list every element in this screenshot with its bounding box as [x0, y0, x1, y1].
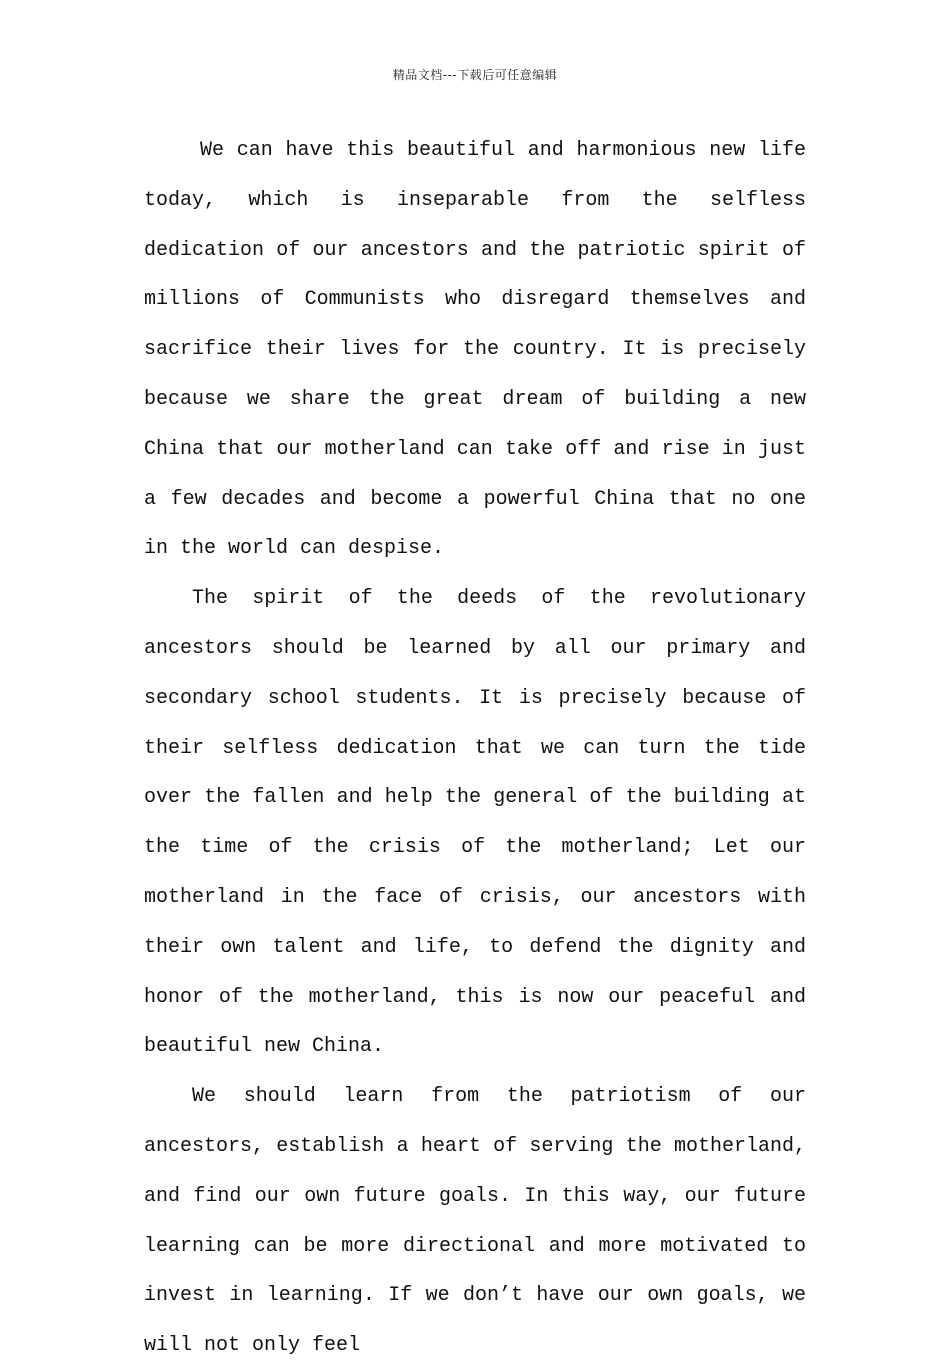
paragraph-2: The spirit of the deeds of the revolutionary ancestors should be learned by all our primary and secondary school students. It is precisely because of their selfless dedication that we can turn the tide over the fallen and help the general of the building at the time of the crisis of the motherland; Let our motherland in the face of crisis, our ancestors with their own talent and life, to defend the dignity and honor of the motherland, this is now our peaceful and beautiful new China. — [144, 587, 806, 1059]
paragraph-1: We can have this beautiful and harmonious new life today, which is inseparable from the selfless dedication of our ancestors and the patriotic spirit of millions of Communists who disregard themselves and sacrifice their lives for the country. It is precisely because we share the great dream of building a new China that our motherland can take off and rise in just a few decades and become a powerful China that no one in the world can despise. — [144, 139, 806, 561]
document-body — [144, 126, 806, 1371]
paragraph-3: We should learn from the patriotism of our ancestors, establish a heart of serving the motherland, and find our own future goals. In this way, our future learning can be more directional and more motivated to invest in learning. If we don’t have our own goals, we will not only feel — [144, 1085, 806, 1358]
page-header-watermark: 精品文档---下载后可任意编辑 — [392, 68, 558, 82]
